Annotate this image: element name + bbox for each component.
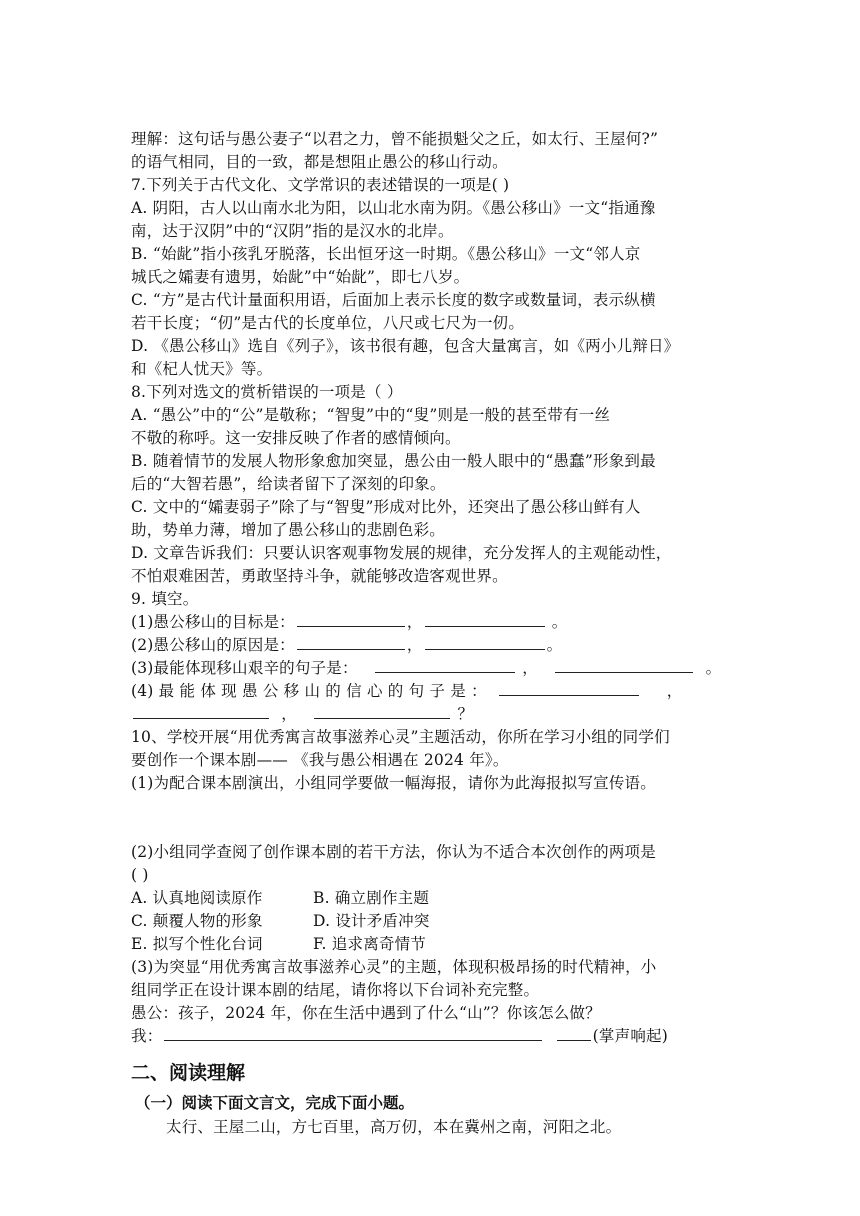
option-b: B. 确立剧作主题 [313, 889, 430, 907]
options-row [131, 887, 731, 909]
comma: ， [666, 682, 683, 700]
answer-blank[interactable] [133, 703, 269, 719]
text-line: A. 阴阳，古人以山南水北为阳，以山北水南为阴。《愚公移山》一文“指通豫 [131, 199, 656, 217]
dialogue-me [131, 1025, 731, 1047]
fill-label: (2)愚公移山的原因是： [131, 636, 295, 654]
text-line: 组同学正在设计课本剧的结尾，请你将以下台词补充完整。 [131, 981, 540, 999]
option-e: E. 拟写个性化台词 [131, 935, 263, 953]
question-9: 9. 填空。 [131, 590, 199, 608]
question-8: 8.下列对选文的赏析错误的一项是（ ） [131, 383, 403, 401]
text-line: C. 文中的“孀妻弱子”除了与“智叟”形成对比外，还突出了愚公移山鲜有人 [131, 498, 641, 516]
dialogue-yugong: 愚公：孩子，2024 年，你在生活中遇到了什么“山”？你该怎么做？ [131, 1004, 601, 1022]
answer-blank[interactable] [557, 1025, 591, 1041]
text-line: 不怕艰难困苦，勇敢坚持斗争，就能够改造客观世界。 [131, 567, 508, 585]
text-line: B. 随着情节的发展人物形象愈加突显，愚公由一般人眼中的“愚蠢”形象到最 [131, 452, 656, 470]
text-line: D. 文章告诉我们：只要认识客观事物发展的规律，充分发挥人的主观能动性， [131, 544, 672, 562]
answer-blank[interactable] [164, 1025, 542, 1041]
fill-line-1 [131, 611, 731, 633]
answer-blank[interactable] [375, 657, 515, 673]
answer-blank[interactable] [499, 680, 639, 696]
text-line: 的语气相同，目的一致，都是想阻止愚公的移山行动。 [131, 153, 508, 171]
comma: ， [406, 636, 423, 654]
fill-label: (1)愚公移山的目标是： [131, 613, 295, 631]
fill-label: (3)最能体现移山艰辛的句子是： [131, 659, 358, 677]
text-line: B. “始龀”指小孩乳牙脱落，长出恒牙这一时期。《愚公移山》一文“邻人京 [131, 245, 641, 263]
answer-blank[interactable] [297, 634, 405, 650]
question-mark: ？ [457, 705, 474, 723]
answer-parentheses: ( ) [131, 866, 149, 884]
question-7: 7.下列关于古代文化、文学常识的表述错误的一项是( ) [131, 176, 510, 194]
section-heading: 二、阅读理解 [131, 1062, 246, 1084]
option-c: C. 颠覆人物的形象 [131, 912, 263, 930]
text-line: 要创作一个课本剧—— 《我与愚公相遇在 2024 年》。 [131, 751, 509, 769]
option-f: F. 追求离奇情节 [313, 935, 426, 953]
answer-blank[interactable] [297, 611, 405, 627]
text-line: 不敬的称呼。这一安排反映了作者的感情倾向。 [131, 429, 461, 447]
fill-line-4 [131, 680, 731, 702]
option-a: A. 认真地阅读原作 [131, 889, 263, 907]
text-line: 后的“大智若愚”，给读者留下了深刻的印象。 [131, 475, 446, 493]
period: 。 [551, 613, 568, 631]
text-line: C. “方”是古代计量面积用语，后面加上表示长度的数字或数量词，表示纵横 [131, 291, 656, 309]
dialogue-speaker: 我： [131, 1027, 163, 1045]
text-line: A. “愚公”中的“公”是敬称；“智叟”中的“叟”则是一般的甚至带有一丝 [131, 406, 611, 424]
answer-blank[interactable] [425, 634, 545, 650]
question-10-part-1: (1)为配合课本剧演出，小组同学要做一幅海报，请你为此海报拟写宣传语。 [131, 774, 656, 792]
text-line: 助，势单力薄，增加了愚公移山的悲剧色彩。 [131, 521, 446, 539]
text-line: D. 《愚公移山》选自《列子》，该书很有趣，包含大量寓言，如《两小儿辩日》 [131, 337, 680, 355]
text-line: 和《杞人忧天》等。 [131, 360, 273, 378]
answer-blank[interactable] [314, 703, 450, 719]
stage-direction: (掌声响起) [592, 1027, 668, 1045]
answer-blank[interactable] [555, 657, 693, 673]
answer-blank[interactable] [425, 611, 545, 627]
question-10-part-2: (2)小组同学查阅了创作课本剧的若干方法，你认为不适合本次创作的两项是 [131, 843, 656, 861]
comma: ， [406, 613, 423, 631]
comma: ， [522, 659, 538, 677]
fill-line-2 [131, 634, 731, 656]
passage-text: 太行、王屋二山，方七百里，高万仞，本在冀州之南，河阳之北。 [166, 1118, 622, 1136]
question-10: 10、学校开展“用优秀寓言故事滋养心灵”主题活动，你所在学习小组的同学们 [131, 728, 670, 746]
text-line: 理解：这句话与愚公妻子“以君之力，曾不能损魁父之丘，如太行、王屋何?” [131, 130, 659, 148]
period: 。 [546, 636, 563, 654]
comma: ， [281, 705, 297, 723]
fill-line-4b [131, 703, 731, 725]
text-line: 若干长度；“仞”是古代的长度单位，八尺或七尺为一仞。 [131, 314, 525, 332]
text-line: 城氏之孀妻有遗男，始龀”中“始龀”，即七八岁。 [131, 268, 470, 286]
options-row [131, 933, 731, 955]
option-d: D. 设计矛盾冲突 [313, 912, 430, 930]
options-row [131, 910, 731, 932]
question-10-part-3: (3)为突显“用优秀寓言故事滋养心灵”的主题，体现积极昂扬的时代精神，小 [131, 958, 657, 976]
fill-label: (4) 最 能 体 现 愚 公 移 山 的 信 心 的 句 子 是 ： [131, 682, 487, 700]
text-line: 南，达于汉阴”中的“汉阴”指的是汉水的北岸。 [131, 222, 454, 240]
period: 。 [705, 659, 722, 677]
fill-line-3 [131, 657, 731, 679]
section-subheading: （一）阅读下面文言文，完成下面小题。 [135, 1094, 415, 1112]
